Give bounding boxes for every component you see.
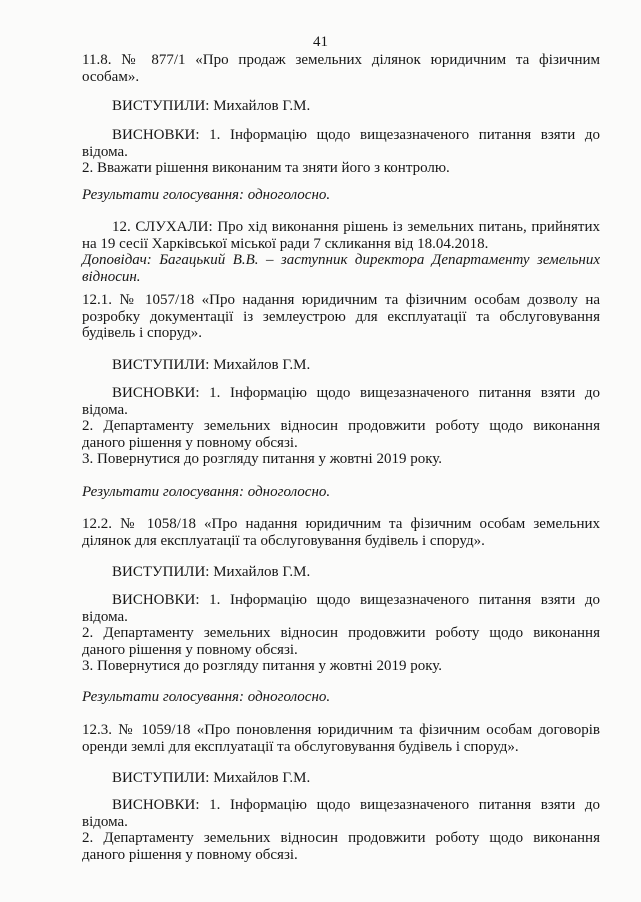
conclusion-text: даного рішення у повному обсязі. xyxy=(82,641,298,658)
speakers-line: ВИСТУПИЛИ: Михайлов Г.М. xyxy=(112,357,311,373)
conclusion-text: ВИСНОВКИ: 1. Інформацію щодо вищезазначеного питання взяти до xyxy=(112,127,600,143)
page-number: 41 xyxy=(313,34,328,50)
agenda-item-12-1 xyxy=(82,292,600,342)
agenda-item-text: 12. СЛУХАЛИ: Про хід виконання рішень із земельних питань, прийнятих xyxy=(112,219,600,235)
agenda-item-text: 12.1. № 1057/18 «Про надання юридичним та фізичним особам дозволу на xyxy=(82,292,600,308)
agenda-item-text: розробку документації із землеустрою для експлуатації та обслуговування xyxy=(82,308,600,325)
conclusion-text: даного рішення у повному обсязі. xyxy=(82,434,298,451)
speakers-line: ВИСТУПИЛИ: Михайлов Г.М. xyxy=(112,770,311,786)
conclusion-text: 2. Департаменту земельних відносин продовжити роботу щодо виконання xyxy=(82,625,600,641)
conclusion-text: відома. xyxy=(82,401,128,418)
voting-result: Результати голосування: одноголосно. xyxy=(82,484,331,500)
agenda-item-text: особам». xyxy=(82,68,140,85)
conclusion-text: даного рішення у повному обсязі. xyxy=(82,846,298,863)
reporter-text: Доповідач: Багацький В.В. – заступник директора Департаменту земельних xyxy=(82,252,600,268)
agenda-item-text: будівель і споруд». xyxy=(82,325,202,341)
agenda-item-text: 11.8. № 877/1 «Про продаж земельних ділянок юридичним та фізичним xyxy=(82,52,600,68)
conclusion-text: 2. Департаменту земельних відносин продовжити роботу щодо виконання xyxy=(82,418,600,434)
conclusion-text: відома. xyxy=(82,608,128,625)
agenda-item-12 xyxy=(82,219,600,285)
conclusion-text: ВИСНОВКИ: 1. Інформацію щодо вищезазначеного питання взяти до xyxy=(112,797,600,813)
agenda-item-12-2 xyxy=(82,516,600,549)
conclusions-block xyxy=(82,385,600,468)
conclusion-text: ВИСНОВКИ: 1. Інформацію щодо вищезазначеного питання взяти до xyxy=(112,385,600,401)
conclusion-text: 2. Департаменту земельних відносин продовжити роботу щодо виконання xyxy=(82,830,600,846)
voting-result: Результати голосування: одноголосно. xyxy=(82,689,331,705)
agenda-item-11-8 xyxy=(82,52,600,85)
conclusions-block xyxy=(82,127,600,177)
agenda-item-12-3 xyxy=(82,722,600,755)
agenda-item-text: на 19 сесії Харківської міської ради 7 скликання від 18.04.2018. xyxy=(82,235,489,252)
conclusion-text: 3. Повернутися до розгляду питання у жовтні 2019 року. xyxy=(82,658,443,674)
conclusion-text: відома. xyxy=(82,143,128,160)
conclusion-text: відома. xyxy=(82,813,128,830)
conclusion-text: ВИСНОВКИ: 1. Інформацію щодо вищезазначеного питання взяти до xyxy=(112,592,600,608)
conclusion-text: 2. Вважати рішення виконаним та зняти його з контролю. xyxy=(82,160,450,176)
conclusion-text: 3. Повернутися до розгляду питання у жовтні 2019 року. xyxy=(82,451,443,467)
voting-result: Результати голосування: одноголосно. xyxy=(82,187,331,203)
agenda-item-text: ділянок для експлуатації та обслуговування будівель і споруд». xyxy=(82,532,485,549)
conclusions-block xyxy=(82,592,600,675)
agenda-item-text: 12.3. № 1059/18 «Про поновлення юридичним та фізичним особам договорів xyxy=(82,722,600,738)
speakers-line: ВИСТУПИЛИ: Михайлов Г.М. xyxy=(112,98,311,114)
speakers-line: ВИСТУПИЛИ: Михайлов Г.М. xyxy=(112,564,311,580)
reporter-text: відносин. xyxy=(82,268,141,285)
conclusions-block xyxy=(82,797,600,863)
agenda-item-text: 12.2. № 1058/18 «Про надання юридичним та фізичним особам земельних xyxy=(82,516,600,532)
agenda-item-text: оренди землі для експлуатації та обслуговування будівель і споруд». xyxy=(82,738,519,755)
